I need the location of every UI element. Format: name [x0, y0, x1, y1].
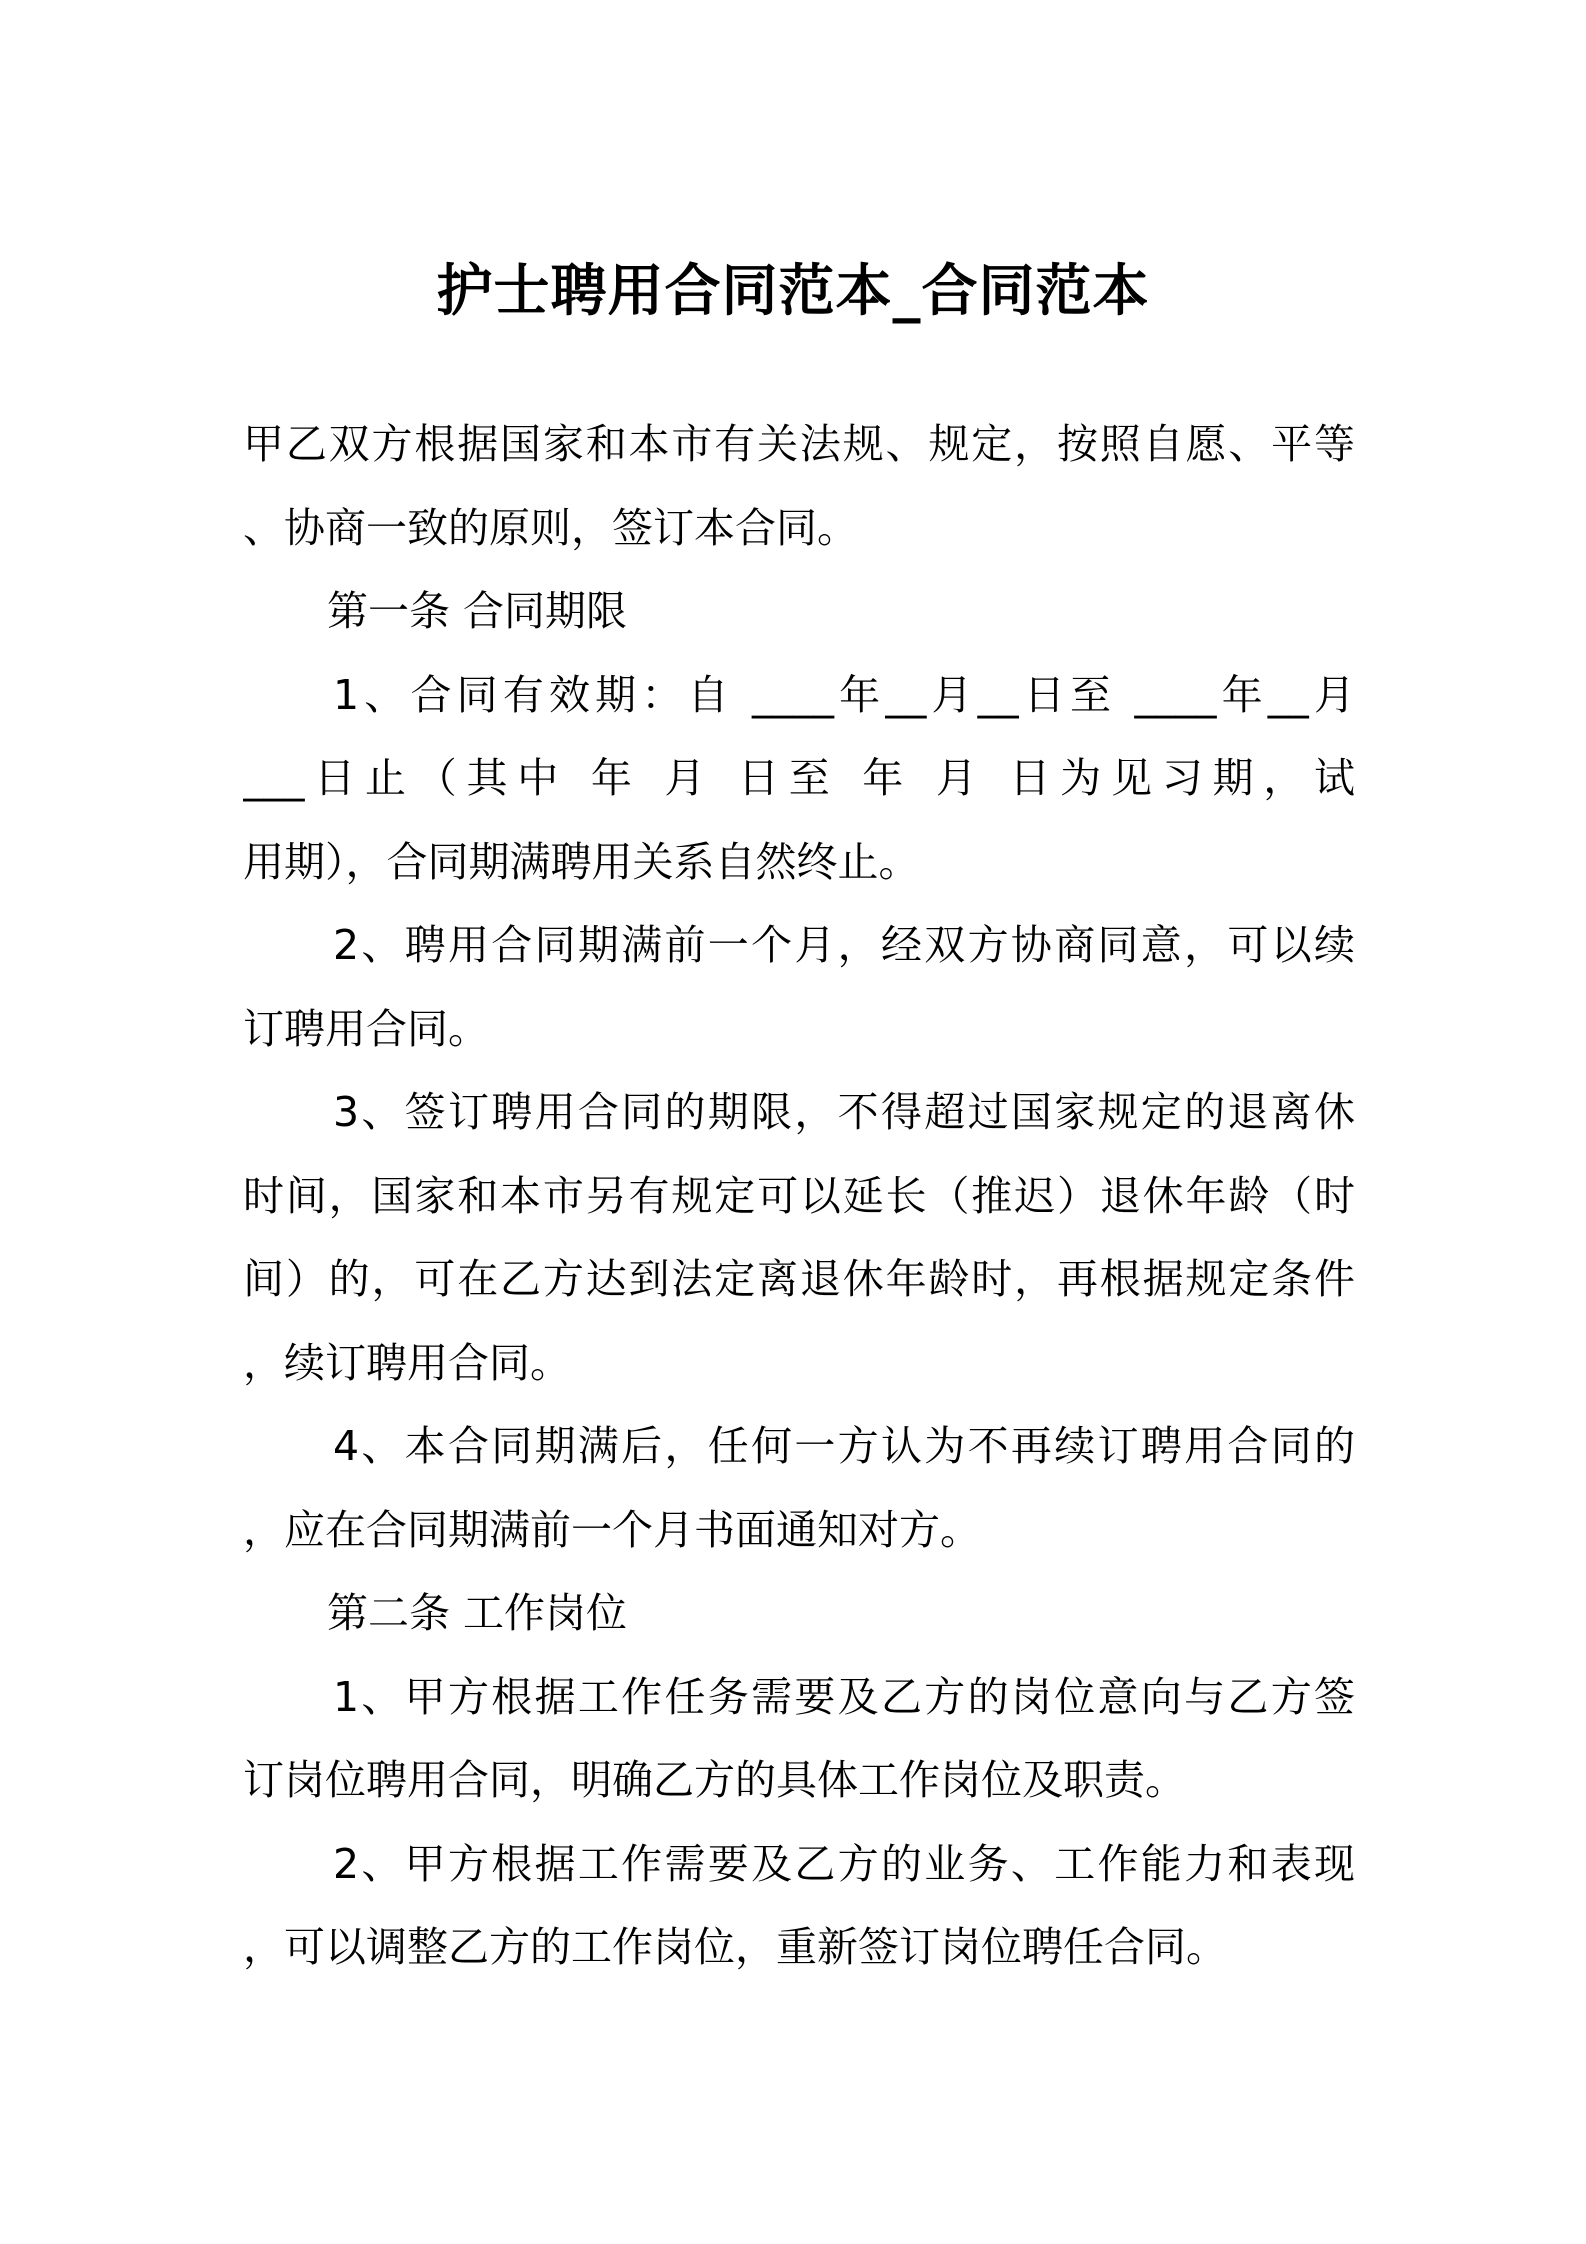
paragraph-line: 2、聘用合同期满前一个月，经双方协商同意，可以续	[333, 921, 1355, 969]
paragraph-line: 、协商一致的原则，签订本合同。	[243, 503, 858, 552]
paragraph-line: ，应在合同期满前一个月书面通知对方。	[243, 1505, 981, 1554]
section-heading: 第一条 合同期限	[327, 587, 628, 635]
paragraph-line: 订岗位聘用合同，明确乙方的具体工作岗位及职责。	[243, 1756, 1186, 1804]
document-title: 护士聘用合同范本_合同范本	[436, 259, 1150, 324]
paragraph-line: ___日止（其中 年 月 日至 年 月 日为见习期，试	[243, 754, 1355, 802]
paragraph-line: 订聘用合同。	[243, 1004, 489, 1053]
paragraph-line: ，续订聘用合同。	[243, 1338, 571, 1387]
document-body	[243, 403, 1355, 1990]
paragraph-line: 4、本合同期满后，任何一方认为不再续订聘用合同的	[333, 1422, 1355, 1470]
paragraph-line: 甲乙双方根据国家和本市有关法规、规定，按照自愿、平等	[243, 420, 1355, 468]
paragraph-line: 1、甲方根据工作任务需要及乙方的岗位意向与乙方签	[333, 1672, 1355, 1721]
paragraph-line: ，可以调整乙方的工作岗位，重新签订岗位聘任合同。	[243, 1923, 1227, 1971]
paragraph-line: 1、合同有效期：自 ____年__月__日至 ____年__月	[333, 670, 1355, 719]
paragraph-line: 间）的，可在乙方达到法定离退休年龄时，再根据规定条件	[243, 1255, 1355, 1303]
paragraph-line: 时间，国家和本市另有规定可以延长（推迟）退休年龄（时	[243, 1171, 1355, 1220]
section-heading: 第二条 工作岗位	[327, 1589, 628, 1637]
paragraph-line: 3、签订聘用合同的期限，不得超过国家规定的退离休	[333, 1088, 1355, 1136]
paragraph-line: 2、甲方根据工作需要及乙方的业务、工作能力和表现	[333, 1839, 1355, 1888]
paragraph-line: 用期），合同期满聘用关系自然终止。	[243, 837, 920, 886]
